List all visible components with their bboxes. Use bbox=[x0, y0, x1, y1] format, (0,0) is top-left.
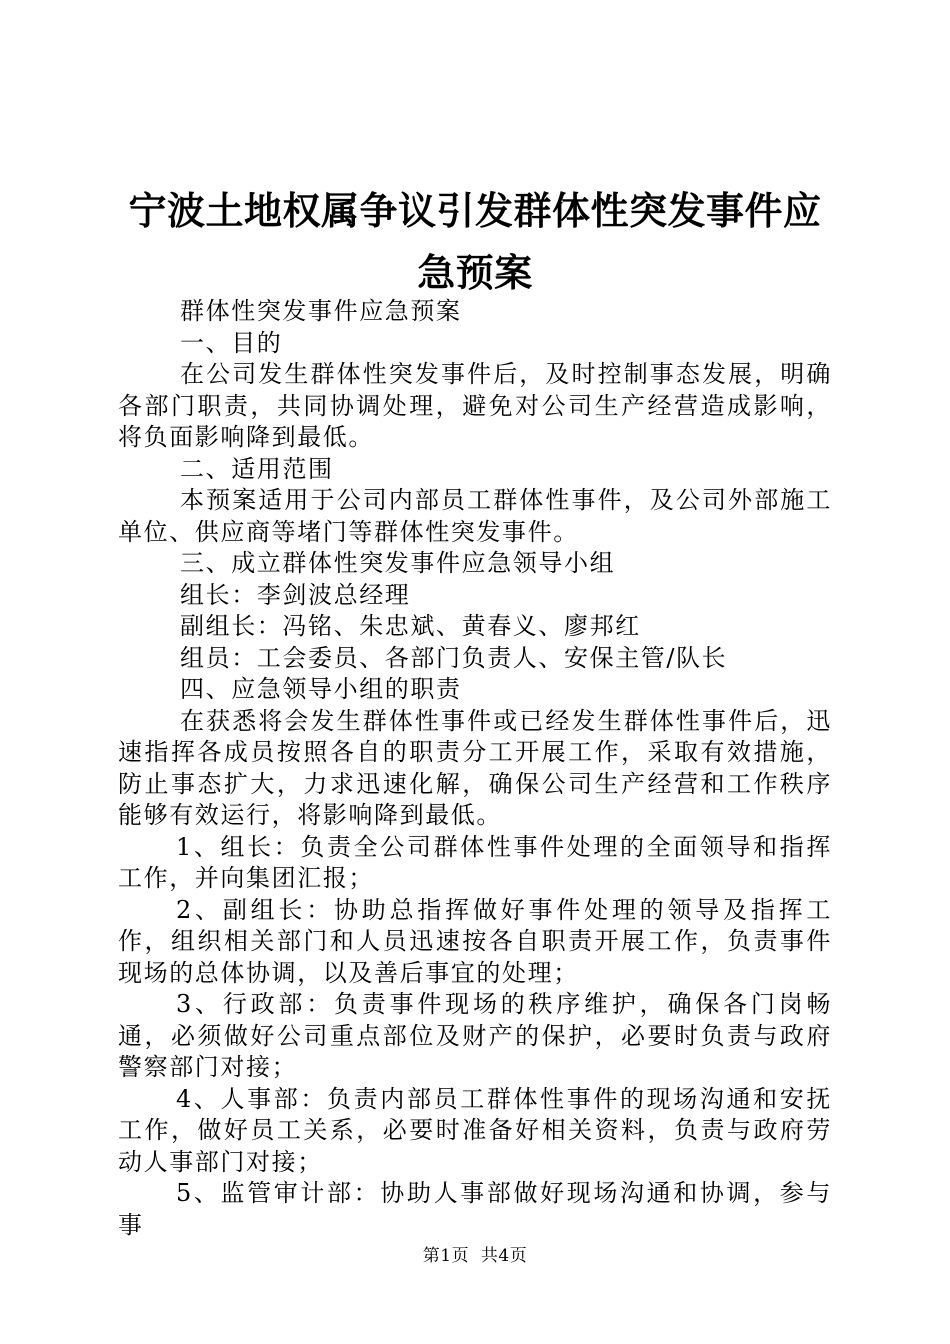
list-item-audit: 5、监管审计部：协助人事部做好现场沟通和协调，参与事 bbox=[118, 1179, 832, 1239]
paragraph-duties: 在获悉将会发生群体性事件或已经发生群体性事件后，迅速指挥各成员按照各自的职责分工开展工作，采取有效措施，防止事态扩大，力求迅速化解，确保公司生产经营和工作秩序能够有效运行，将影响降到最低。 bbox=[118, 706, 832, 829]
page-total: 共4页 bbox=[480, 1246, 528, 1266]
paragraph-team-leader: 组长：李剑波总经理 bbox=[180, 580, 411, 609]
section-heading-purpose: 一、目的 bbox=[180, 328, 283, 357]
paragraph-team-members: 组员：工会委员、各部门负责人、安保主管/队长 bbox=[180, 643, 728, 672]
paragraph-purpose: 在公司发生群体性突发事件后，及时控制事态发展，明确各部门职责，共同协调处理，避免对公司生产经营造成影响，将负面影响降到最低。 bbox=[118, 360, 832, 451]
list-item-leader: 1、组长：负责全公司群体性事件处理的全面领导和指挥工作，并向集团汇报； bbox=[118, 832, 832, 892]
section-heading-duties: 四、应急领导小组的职责 bbox=[180, 675, 462, 703]
list-item-hr: 4、人事部：负责内部员工群体性事件的现场沟通和安抚工作，做好员工关系，必要时准备好相关资料，负责与政府劳动人事部门对接； bbox=[118, 1084, 832, 1176]
list-item-admin: 3、行政部：负责事件现场的秩序维护，确保各门岗畅通，必须做好公司重点部位及财产的保护，必要时负责与政府警察部门对接； bbox=[118, 990, 832, 1081]
page-number: 第1页 bbox=[422, 1246, 470, 1266]
section-heading-scope: 二、适用范围 bbox=[180, 454, 334, 483]
paragraph-scope: 本预案适用于公司内部员工群体性事件，及公司外部施工单位、供应商等堵门等群体性突发事件。 bbox=[118, 486, 832, 546]
page-footer bbox=[0, 1244, 950, 1268]
document-body bbox=[118, 296, 832, 1241]
list-item-deputy: 2、副组长：协助总指挥做好事件处理的领导及指挥工作，组织相关部门和人员迅速按各自职责开展工作，负责事件现场的总体协调，以及善后事宜的处理； bbox=[118, 895, 832, 987]
section-heading-team: 三、成立群体性突发事件应急领导小组 bbox=[180, 549, 616, 577]
document-title: 宁波土地权属争议引发群体性突发事件应急预案 bbox=[128, 189, 822, 295]
paragraph-subtitle: 群体性突发事件应急预案 bbox=[180, 297, 462, 325]
paragraph-team-deputy: 副组长：冯铭、朱忠斌、黄春义、廖邦红 bbox=[180, 612, 641, 640]
